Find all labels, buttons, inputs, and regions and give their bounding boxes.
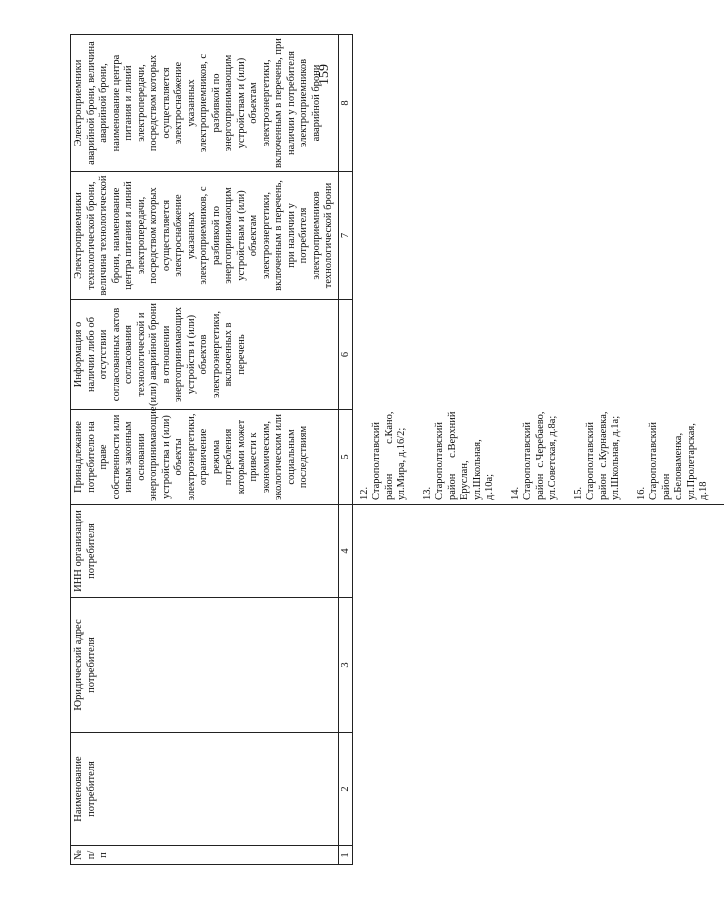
address-entry: 16. Старополтавский район с.Беловаменка, ул.Пролетарская, д.18 [635,422,709,500]
column-number: 3 [338,598,352,733]
header-col-2: Наименование потребителя [71,733,339,846]
address-entry: 14. Старополтавский район с.Черебаево, ул.Советская, д.8а; [509,411,558,500]
header-col-7: Электроприемники технологической брони, величина технологической брони, наименование центра питания и линий электропередачи, посредством которых осуществляется электроснабжение указанных электроприемников, с разбивкой по энергопринимающим устройствам и (или) объектам электроэнергетики, включенным в перечень, при наличии у потребителя электроприемников технологической брони [71,172,339,300]
page-number: 159 [317,64,332,85]
column-number: 6 [338,300,352,410]
column-number: 4 [338,505,352,598]
column-number-row [338,35,352,865]
consumer-table [70,34,724,865]
column-number: 8 [338,35,352,172]
address-entry: 13. Старополтавский район с.Верхний Еруслан, ул.Школьная, д.10а; [421,411,495,500]
header-col-5: Принадлежание потребителю на праве собственности или иным законным основании энергопринимающие устройства и (или) объекты электроэнергетики, ограничение режима потребления которыми может привести к экономическим, экологическим или социальным последствиям [71,410,339,505]
header-col-8: Электроприемники аварийной брони, величина аварийной брони, наименование центра питания и линий электропередачи, посредством которых осуществляется электроснабжение указанных электроприемников, с разбивкой по энергопринимающим устройствам и (или) объектам электроэнергетики, включенным в перечень, при наличии у потребителя электроприемников аварийной брони [71,35,339,172]
address-cell [352,410,724,505]
address-entry: 15. Старополтавский район с.Курнаевка, ул.Школьная, д.1а; [572,411,621,500]
column-number: 7 [338,172,352,300]
body-row [352,35,724,865]
header-col-4: ИНН организации потребителя [71,505,339,598]
header-col-3: Юридический адрес потребителя [71,598,339,733]
header-row [71,35,339,865]
header-col-1: № п/п [71,846,339,865]
address-entry: 12. Старополтавский район с.Кано, ул.Мира, д.16/2; [358,411,407,500]
column-number: 1 [338,846,352,865]
column-number: 2 [338,733,352,846]
header-col-6: Информация о наличии либо об отсутствии согласованных актов согласования технологической и (или) аварийной брони в отношении энергопринимающих устройств и (или) объектов электроэнергетики, включенных в перечень [71,300,339,410]
column-number: 5 [338,410,352,505]
rotated-page-content [70,0,709,880]
